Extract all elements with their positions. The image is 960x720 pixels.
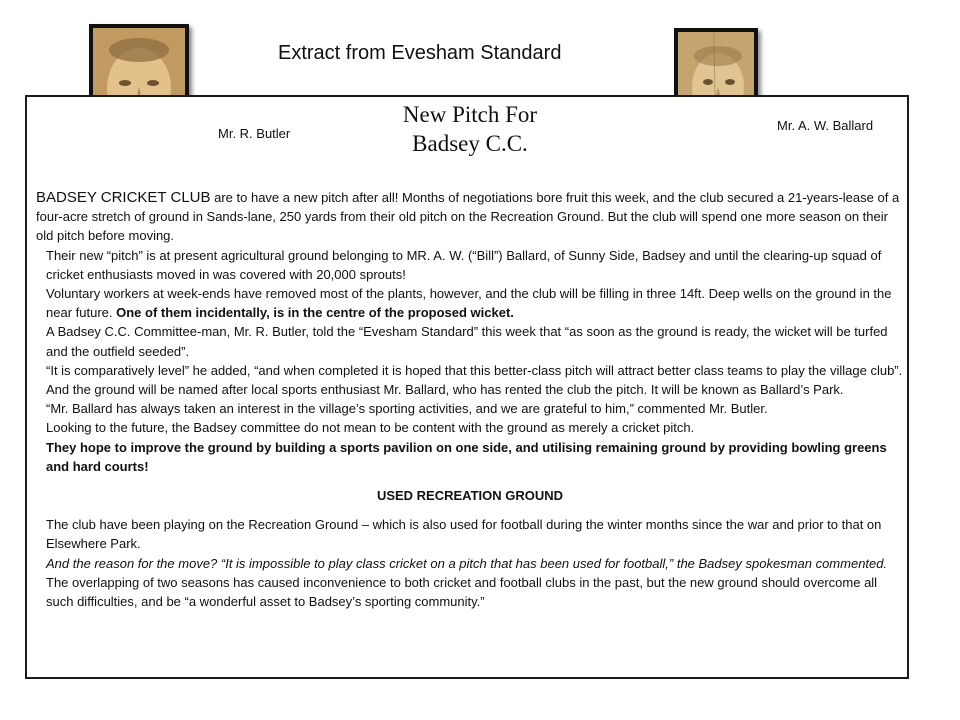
lead-text: BADSEY CRICKET CLUB [36, 189, 211, 206]
paragraph-11: The overlapping of two seasons has caused inconvenience to both cricket and football clubs in the past, but the new ground should overcome all such difficulties, and be “a wonderful asset to Badsey’s sporting community.” [46, 574, 878, 610]
paragraph-1-text: are to have a new pitch after all! Months of negotiations bore fruit this week, and the club secured a 21-years-lease of a four-acre stretch of ground in Sands-lane, 250 yards from their old pitch on the Recreation Ground. But the club will spend one more season on their old pitch before moving. [36, 190, 900, 244]
paragraph-5: “It is comparatively level” he added, “and when completed it is hoped that this better-class pitch will attract better class teams to play the village club”. And the ground will be named after local sports enthusiast Mr. Ballard, who has rented the club the pitch. It will be known as Ballard’s Park. [46, 362, 903, 398]
section-subheading: USED RECREATION GROUND [376, 488, 564, 504]
paragraph-6: “Mr. Ballard has always taken an interest in the village’s sporting activities, and we are grateful to him,” commented Mr. Butler. [46, 401, 768, 417]
paragraph-1 [36, 188, 904, 246]
paragraph-4: A Badsey C.C. Committee-man, Mr. R. Butler, told the “Evesham Standard” this week that “as soon as the ground is ready, the wicket will be turfed and the outfield seeded”. [46, 324, 888, 359]
article-body [36, 188, 904, 611]
paragraph-2: Their new “pitch” is at present agricultural ground belonging to MR. A. W. (“Bill”) Ballard, of Sunny Side, Badsey and until the clearing-up squad of cricket enthusiasts moved in was covered with 20,000 sprouts! [46, 247, 882, 282]
article-headline [340, 100, 600, 158]
ballard-caption: Mr. A. W. Ballard [777, 118, 874, 133]
page-heading: Extract from Evesham Standard [278, 42, 562, 64]
butler-caption: Mr. R. Butler [218, 126, 291, 141]
paragraph-7: Looking to the future, the Badsey committee do not mean to be content with the ground as merely a cricket pitch. [46, 420, 695, 436]
paragraph-3 [36, 284, 904, 322]
paragraph-9: The club have been playing on the Recreation Ground – which is also used for football during the winter months since the war and prior to that on Elsewhere Park. [46, 517, 882, 552]
headline-line-2: Badsey C.C. [412, 131, 528, 156]
paragraph-8: They hope to improve the ground by building a sports pavilion on one side, and utilising remaining ground by providing bowling greens and hard courts! [46, 439, 887, 474]
paragraph-10: And the reason for the move? “It is impossible to play class cricket on a pitch that has been used for football,” the Badsey spokesman commented. [46, 555, 888, 571]
headline-line-1: New Pitch For [402, 102, 538, 127]
paragraph-3-text: Voluntary workers at week-ends have removed most of the plants, however, and the club will be filling in three 14ft. Deep wells on the ground in the near future. [46, 286, 892, 321]
paragraph-3-bold: One of them incidentally, is in the centre of the proposed wicket. [116, 305, 514, 321]
